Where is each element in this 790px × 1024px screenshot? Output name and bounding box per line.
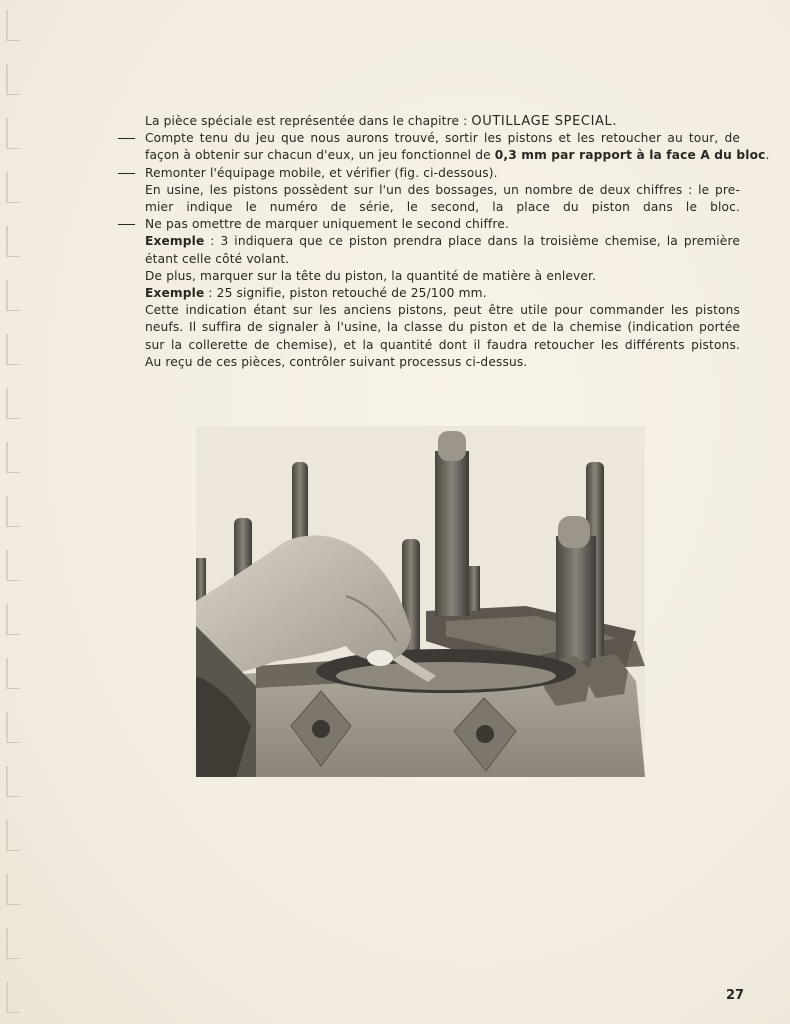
- text-segment: sur la collerette de chemise), et la quantité dont il faudra retoucher les différents pistons.: [145, 337, 740, 352]
- text-line: [118, 354, 740, 371]
- line-content: [118, 182, 740, 199]
- binding-slot: [6, 712, 20, 743]
- line-content: [118, 319, 740, 336]
- text-line: [118, 113, 740, 130]
- text-line: [118, 147, 770, 164]
- text-line: [118, 233, 740, 250]
- binding-slot: [6, 874, 20, 905]
- binding-slot: [6, 820, 20, 851]
- text-segment: Remonter l'équipage mobile, et vérifier (fig. ci-dessous).: [145, 165, 498, 180]
- text-segment: En usine, les pistons possèdent sur l'un des bossages, un nombre de deux chiffres : le pre-: [145, 182, 740, 197]
- text-line: [118, 251, 740, 268]
- binding-slot: [6, 766, 20, 797]
- text-segment: De plus, marquer sur la tête du piston, la quantité de matière à enlever.: [145, 268, 597, 283]
- text-line: [118, 199, 740, 216]
- text-segment: Cette indication étant sur les anciens pistons, peut être utile pour commander les pistons: [145, 303, 740, 318]
- bold-text: Exemple: [145, 286, 205, 301]
- line-content: [118, 147, 770, 164]
- text-line: [118, 285, 740, 302]
- binding-slot: [6, 604, 20, 635]
- binding-slot: [6, 982, 20, 1013]
- bold-text: Exemple: [145, 234, 205, 249]
- list-dash: [118, 224, 135, 225]
- binding-slot: [6, 226, 20, 257]
- instructions-text: [118, 113, 770, 371]
- line-content: [118, 216, 740, 233]
- list-dash: [118, 173, 135, 174]
- text-segment: .: [765, 148, 770, 163]
- line-content: [118, 337, 740, 354]
- text-segment: OUTILLAGE SPECIAL.: [471, 114, 618, 129]
- text-line: [118, 268, 740, 285]
- line-content: [118, 285, 740, 302]
- binding-slot: [6, 64, 20, 95]
- line-content: [118, 268, 740, 285]
- text-segment: mier indique le numéro de série, le second, la place du piston dans le bloc.: [145, 200, 740, 215]
- text-segment: neufs. Il suffira de signaler à l'usine, la classe du piston et de la chemise (indication portée: [145, 320, 740, 335]
- text-segment: : 25 signifie, piston retouché de 25/100 mm.: [204, 286, 487, 301]
- text-segment: étant celle côté volant.: [145, 251, 290, 266]
- binding-slot: [6, 928, 20, 959]
- text-line: [118, 216, 740, 233]
- text-line: [118, 165, 740, 182]
- text-segment: Ne pas omettre de marquer uniquement le second chiffre.: [145, 217, 509, 232]
- page-number: 27: [726, 988, 745, 1003]
- binding-slot: [6, 442, 20, 473]
- spiral-binding: [6, 10, 20, 1020]
- line-content: [118, 251, 740, 268]
- text-line: [118, 337, 740, 354]
- binding-slot: [6, 10, 20, 41]
- text-line: [118, 302, 740, 319]
- text-line: [118, 130, 740, 147]
- line-content: [118, 199, 740, 216]
- binding-slot: [6, 550, 20, 581]
- binding-slot: [6, 280, 20, 311]
- line-content: [118, 302, 740, 319]
- line-content: [118, 354, 740, 371]
- line-content: [118, 113, 740, 130]
- binding-slot: [6, 658, 20, 689]
- line-content: [118, 130, 740, 147]
- text-segment: Au reçu de ces pièces, contrôler suivant processus ci-dessus.: [145, 354, 528, 369]
- text-segment: La pièce spéciale est représentée dans le chapitre :: [145, 114, 472, 128]
- binding-slot: [6, 334, 20, 365]
- binding-slot: [6, 172, 20, 203]
- text-line: [118, 319, 740, 336]
- list-dash: [118, 138, 135, 139]
- binding-slot: [6, 118, 20, 149]
- text-segment: Compte tenu du jeu que nous aurons trouvé, sortir les pistons et les retoucher au tour, de: [145, 131, 740, 146]
- text-segment: façon à obtenir sur chacun d'eux, un jeu fonctionnel de: [145, 148, 495, 163]
- binding-slot: [6, 388, 20, 419]
- bold-text: 0,3 mm par rapport à la face A du bloc: [494, 148, 766, 163]
- piston-measurement-illustration: [196, 426, 645, 777]
- binding-slot: [6, 496, 20, 527]
- line-content: [118, 233, 740, 250]
- photo-piston-measurement: [196, 426, 645, 777]
- line-content: [118, 165, 740, 182]
- text-line: [118, 182, 740, 199]
- text-segment: : 3 indiquera que ce piston prendra place dans la troisième chemise, la première: [204, 234, 740, 249]
